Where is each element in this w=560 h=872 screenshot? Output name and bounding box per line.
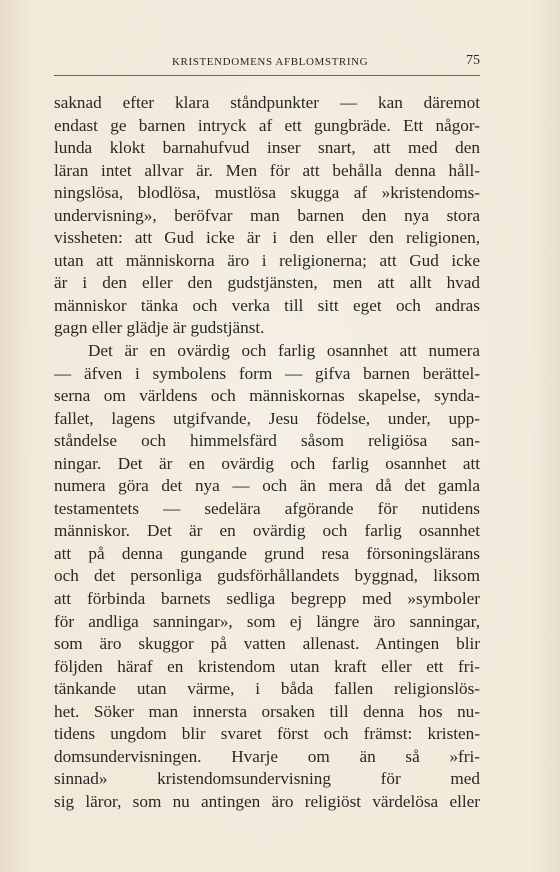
text-line: och det personliga gudsförhållandets byggnad, liksom (54, 566, 480, 586)
text-line: tänkande utan värme, i båda fallen religionslös- (54, 679, 480, 699)
text-line: för andliga sanningar», som ej längre äro sanningar, (54, 611, 480, 631)
page-header (54, 52, 480, 72)
text-line: människor tänka och verka till sitt eget och andras (54, 295, 480, 315)
text-line: — äfven i symbolens form — gifva barnen berättel- (54, 363, 480, 383)
text-line: tidens ungdom blir svaret först och främst: kristen- (54, 724, 480, 744)
page-number: 75 (466, 53, 480, 68)
text-line: ningar. Det är en ovärdig och farlig osannhet att (54, 453, 480, 473)
text-line: vissheten: att Gud icke är i den eller den religionen, (54, 228, 480, 248)
text-line: att förbinda barnets sedliga begrepp med »symboler (54, 589, 480, 609)
text-line: människor. Det är en ovärdig och farlig osannhet (54, 521, 480, 541)
text-line: gagn eller glädje är gudstjänst. (54, 318, 265, 338)
text-line: testamentets — sedelära afgörande för nutidens (54, 498, 480, 518)
text-line: som äro skuggor på vatten allenast. Antingen blir (54, 634, 480, 654)
body-text (54, 92, 480, 814)
text-line: numera göra det nya — och än mera då det gamla (54, 476, 480, 496)
text-line: sinnad» kristendomsundervisning för med (54, 769, 480, 789)
text-line: het. Söker man innersta orsaken till denna hos nu- (54, 701, 480, 721)
text-line: lunda klokt barnahufvud inser snart, att med den (54, 138, 480, 158)
text-line: är i den eller den gudstjänsten, men att allt hvad (54, 273, 480, 293)
text-line: fallet, lagens utgifvande, Jesu födelse, under, upp- (54, 408, 480, 428)
text-line: domsundervisningen. Hvarje om än så »fri- (54, 746, 480, 766)
paragraph-first-line: Det är en ovärdig och farlig osannhet att numera (88, 341, 480, 361)
text-line: sig läror, som nu antingen äro religiöst värdelösa eller (54, 791, 480, 811)
text-line: ningslösa, blodlösa, mustlösa skugga af »kristendoms- (54, 183, 480, 203)
text-line: följden häraf en kristendom utan kraft eller ett fri- (54, 656, 480, 676)
text-line: undervisning», beröfvar man barnen den nya stora (54, 205, 480, 225)
text-line: saknad efter klara ståndpunkter — kan däremot (54, 93, 480, 112)
header-rule (54, 75, 480, 76)
text-line: ståndelse och himmelsfärd såsom religiösa san- (54, 431, 480, 451)
text-line: utan att människorna äro i religionerna; att Gud icke (54, 250, 480, 270)
text-line: läran intet allvar är. Men för att behålla denna håll- (54, 160, 480, 180)
running-head: KRISTENDOMENS AFBLOMSTRING (172, 56, 369, 68)
text-line: serna om världens och människornas skapelse, synda- (54, 386, 480, 406)
text-line: att på denna gungande grund resa försoningslärans (54, 543, 480, 563)
text-line: endast ge barnen intryck af ett gungbräde. Ett någor- (54, 115, 480, 135)
